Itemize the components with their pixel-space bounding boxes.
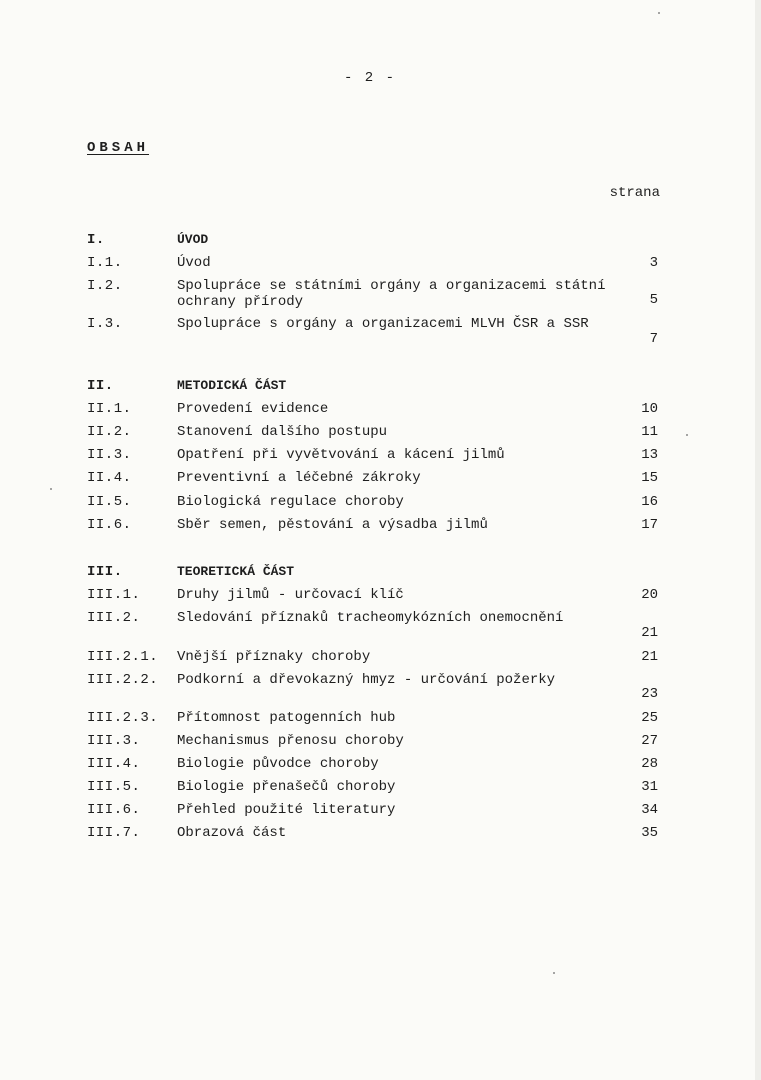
- entry-page: 15: [641, 470, 658, 486]
- entry-number: II.4.: [87, 470, 132, 486]
- entry-title: Mechanismus přenosu choroby: [177, 733, 404, 749]
- entry-number: III.: [87, 564, 123, 580]
- entry-number: III.5.: [87, 779, 141, 795]
- entry-number: III.1.: [87, 587, 141, 603]
- entry-title: Spolupráce se státními orgány a organizacemi státní ochrany přírody: [177, 278, 606, 310]
- page-number: - 2 -: [343, 70, 396, 86]
- entry-page: 17: [641, 517, 658, 533]
- page-column-label: strana: [609, 185, 660, 201]
- scan-speck: [658, 12, 660, 14]
- entry-page: 21: [641, 625, 658, 641]
- scan-speck: [553, 972, 555, 974]
- entry-page: 34: [641, 802, 658, 818]
- entry-title: Biologická regulace choroby: [177, 494, 404, 510]
- entry-number: I.2.: [87, 278, 123, 294]
- entry-title: ÚVOD: [177, 232, 209, 247]
- entry-number: III.6.: [87, 802, 141, 818]
- entry-title: Opatření při vyvětvování a kácení jilmů: [177, 447, 505, 463]
- entry-page: 35: [641, 825, 658, 841]
- entry-page: 10: [641, 401, 658, 417]
- entry-title: Sběr semen, pěstování a výsadba jilmů: [177, 517, 488, 533]
- contents-heading: OBSAH: [87, 140, 150, 156]
- entry-number: II.6.: [87, 517, 132, 533]
- entry-number: II.1.: [87, 401, 132, 417]
- entry-number: III.2.: [87, 610, 141, 626]
- entry-title: Obrazová část: [177, 825, 287, 841]
- entry-number: III.2.2.: [87, 672, 159, 688]
- entry-number: I.1.: [87, 255, 123, 271]
- entry-number: II.: [87, 378, 114, 394]
- entry-page: 21: [641, 649, 658, 665]
- entry-page: 11: [641, 424, 658, 440]
- entry-number: III.3.: [87, 733, 141, 749]
- entry-number: III.4.: [87, 756, 141, 772]
- entry-title: Podkorní a dřevokazný hmyz - určování požerky: [177, 672, 556, 688]
- entry-title: Biologie původce choroby: [177, 756, 379, 772]
- entry-title: Preventivní a léčebné zákroky: [177, 470, 421, 486]
- entry-title: Vnější příznaky choroby: [177, 649, 371, 665]
- scan-speck: [686, 434, 688, 436]
- page-edge: [755, 0, 761, 1080]
- entry-title: Přehled použité literatury: [177, 802, 396, 818]
- entry-page: 16: [641, 494, 658, 510]
- entry-number: III.2.1.: [87, 649, 159, 665]
- entry-title: METODICKÁ ČÁST: [177, 378, 287, 393]
- entry-title: Sledování příznaků tracheomykózních onemocnění: [177, 610, 564, 626]
- entry-title: Úvod: [177, 255, 211, 271]
- scan-speck: [50, 488, 52, 490]
- entry-number: II.5.: [87, 494, 132, 510]
- entry-title: Provedení evidence: [177, 401, 329, 417]
- entry-title: Spolupráce s orgány a organizacemi MLVH ČSR a SSR: [177, 316, 589, 332]
- entry-page: 28: [641, 756, 658, 772]
- entry-title: Biologie přenašečů choroby: [177, 779, 396, 795]
- entry-number: I.3.: [87, 316, 123, 332]
- entry-title: Stanovení dalšího postupu: [177, 424, 388, 440]
- entry-title: Přítomnost patogenních hub: [177, 710, 396, 726]
- entry-number: II.3.: [87, 447, 132, 463]
- entry-page: 31: [641, 779, 658, 795]
- entry-number: I.: [87, 232, 105, 248]
- entry-number: III.2.3.: [87, 710, 159, 726]
- entry-number: II.2.: [87, 424, 132, 440]
- entry-page: 27: [641, 733, 658, 749]
- entry-page: 25: [641, 710, 658, 726]
- entry-page: 3: [649, 255, 658, 271]
- entry-number: III.7.: [87, 825, 141, 841]
- entry-title: Druhy jilmů - určovací klíč: [177, 587, 404, 603]
- entry-page: 13: [641, 447, 658, 463]
- entry-page: 7: [649, 331, 658, 347]
- entry-page: 5: [649, 292, 658, 308]
- entry-title: TEORETICKÁ ČÁST: [177, 564, 295, 579]
- entry-page: 23: [641, 686, 658, 702]
- entry-page: 20: [641, 587, 658, 603]
